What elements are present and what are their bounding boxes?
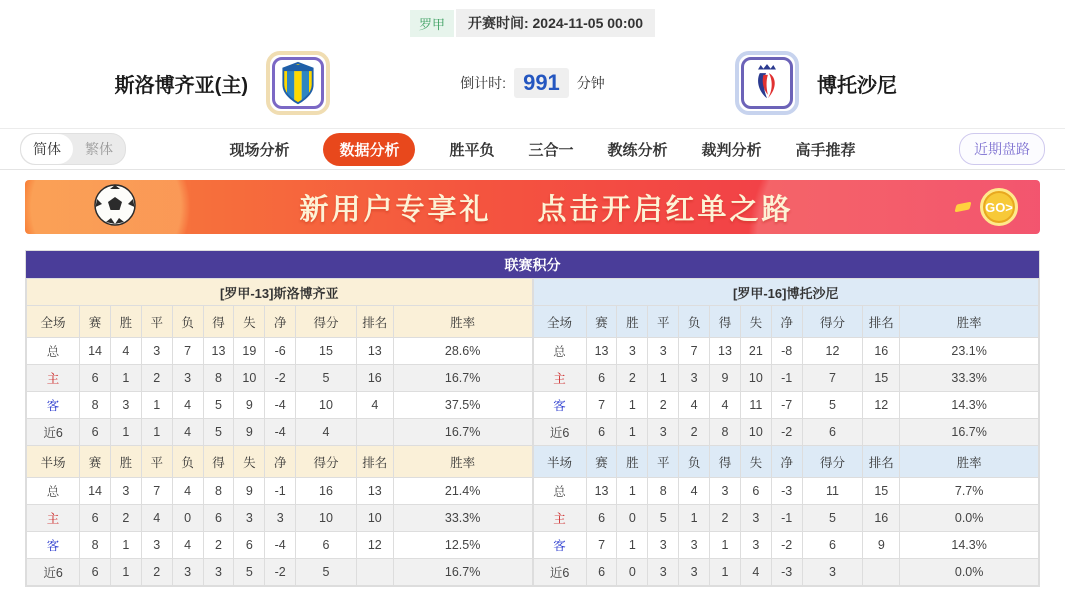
column-header: 排名 [863, 306, 900, 338]
stat-cell: 6 [80, 505, 111, 532]
column-header: 负 [679, 306, 710, 338]
stat-cell: -2 [265, 559, 296, 586]
stat-cell: 0.0% [900, 559, 1039, 586]
stat-cell: 5 [296, 365, 357, 392]
row-label: 近6 [27, 419, 80, 446]
stats-row [27, 532, 533, 559]
teams-row [0, 44, 1065, 122]
banner-text-right: 点击开启红单之路 [537, 193, 794, 226]
stat-cell: 14.3% [900, 392, 1039, 419]
stat-cell: 1 [679, 505, 710, 532]
stat-cell: 1 [141, 392, 172, 419]
stat-cell: 3 [172, 365, 203, 392]
stat-cell: 2 [617, 365, 648, 392]
stat-cell: 5 [802, 392, 863, 419]
lang-simplified-button[interactable]: 简体 [21, 134, 73, 164]
stat-cell: 6 [234, 532, 265, 559]
column-header: 胜 [617, 306, 648, 338]
stat-cell: 13 [586, 478, 617, 505]
column-header: 得 [203, 446, 234, 478]
stat-cell: 4 [172, 532, 203, 559]
column-header: 半场 [27, 446, 80, 478]
stat-cell: 14.3% [900, 532, 1039, 559]
language-toggle [20, 133, 126, 165]
team-header-row [27, 279, 533, 306]
stat-cell: 14 [80, 478, 111, 505]
column-header: 平 [648, 306, 679, 338]
stats-row [27, 419, 533, 446]
tab-4[interactable]: 教练分析 [607, 141, 668, 159]
stat-cell: 1 [617, 478, 648, 505]
stat-cell: 16.7% [393, 419, 532, 446]
stats-row [27, 338, 533, 365]
column-header: 平 [648, 446, 679, 478]
row-label: 近6 [27, 559, 80, 586]
stat-cell: 6 [586, 365, 617, 392]
stat-cell: -6 [265, 338, 296, 365]
stat-cell: -7 [771, 392, 802, 419]
stat-cell: 2 [110, 505, 141, 532]
column-header: 全场 [27, 306, 80, 338]
row-label: 主 [533, 505, 586, 532]
stat-cell: 4 [679, 392, 710, 419]
stat-cell: 7 [802, 365, 863, 392]
stat-cell: 33.3% [900, 365, 1039, 392]
column-header: 胜率 [393, 306, 532, 338]
stat-cell: 15 [863, 478, 900, 505]
stat-cell: 2 [203, 532, 234, 559]
stat-cell: 3 [740, 532, 771, 559]
stat-cell: 7 [172, 338, 203, 365]
stat-cell: 3 [141, 338, 172, 365]
team-header-row [533, 279, 1039, 306]
stats-row [27, 559, 533, 586]
home-team-logo-icon [266, 51, 330, 115]
stat-cell: 10 [234, 365, 265, 392]
stat-cell: 16.7% [900, 419, 1039, 446]
stat-cell: 21 [740, 338, 771, 365]
stat-cell: 1 [617, 532, 648, 559]
stat-cell: 2 [141, 559, 172, 586]
stat-cell: 1 [110, 559, 141, 586]
stat-cell: 4 [110, 338, 141, 365]
column-header: 净 [771, 446, 802, 478]
column-header: 负 [172, 446, 203, 478]
away-stats-table [533, 278, 1040, 586]
stat-cell: 16 [863, 505, 900, 532]
column-header: 净 [265, 306, 296, 338]
stat-cell: 6 [296, 532, 357, 559]
lang-traditional-button[interactable]: 繁体 [85, 141, 113, 157]
stat-cell: 3 [265, 505, 296, 532]
kickoff-value: 2024-11-05 00:00 [532, 15, 644, 31]
stat-cell: 1 [110, 419, 141, 446]
stat-cell: 6 [802, 532, 863, 559]
stat-cell: 3 [203, 559, 234, 586]
stat-cell: 14 [80, 338, 111, 365]
column-header: 胜 [110, 446, 141, 478]
stat-cell: 3 [740, 505, 771, 532]
row-label: 近6 [533, 559, 586, 586]
column-header: 胜 [617, 446, 648, 478]
kickoff-time [456, 9, 655, 37]
stat-cell: 1 [710, 532, 741, 559]
stat-cell: 4 [296, 419, 357, 446]
stat-cell: 13 [356, 338, 393, 365]
home-shield-icon [279, 61, 317, 105]
spark-icon [954, 202, 971, 213]
stat-cell: 10 [740, 365, 771, 392]
banner-text [137, 187, 956, 228]
stat-cell: -2 [265, 365, 296, 392]
away-crest-icon [749, 62, 785, 104]
stat-cell: 1 [110, 532, 141, 559]
column-header: 全场 [533, 306, 586, 338]
stat-cell: 7.7% [900, 478, 1039, 505]
tab-1[interactable]: 数据分析 [323, 133, 415, 166]
stat-cell: 4 [172, 478, 203, 505]
column-header: 赛 [80, 306, 111, 338]
team-header: [罗甲-13]斯洛博齐亚 [27, 279, 533, 306]
stat-cell [356, 559, 393, 586]
stat-cell: 3 [648, 559, 679, 586]
stat-cell: 16 [356, 365, 393, 392]
stat-cell: 3 [679, 559, 710, 586]
stat-cell: 1 [110, 365, 141, 392]
stat-cell: -1 [265, 478, 296, 505]
stat-cell: 11 [802, 478, 863, 505]
stat-cell: 1 [648, 365, 679, 392]
stats-row [27, 392, 533, 419]
stat-cell: -4 [265, 392, 296, 419]
soccer-ball-icon [93, 183, 137, 232]
stat-cell: 28.6% [393, 338, 532, 365]
row-label: 主 [27, 505, 80, 532]
stat-cell: 7 [586, 532, 617, 559]
column-header: 得 [710, 446, 741, 478]
column-header: 负 [172, 306, 203, 338]
nav-bar [0, 128, 1065, 170]
stat-cell: 7 [141, 478, 172, 505]
row-label: 总 [533, 338, 586, 365]
countdown [330, 68, 735, 98]
stat-cell: 4 [740, 559, 771, 586]
column-header: 排名 [356, 446, 393, 478]
stat-cell: 6 [586, 419, 617, 446]
stat-cell: 37.5% [393, 392, 532, 419]
stat-cell: -4 [265, 419, 296, 446]
stat-cell: 0 [617, 559, 648, 586]
away-team-name: 博托沙尼 [817, 74, 897, 97]
stat-cell: 7 [679, 338, 710, 365]
column-header: 胜率 [393, 446, 532, 478]
column-header: 净 [771, 306, 802, 338]
stat-cell: 0 [617, 505, 648, 532]
tab-3[interactable]: 三合一 [528, 141, 574, 159]
stat-cell: 3 [234, 505, 265, 532]
stat-cell: 6 [80, 559, 111, 586]
recent-trend-button[interactable]: 近期盘路 [959, 133, 1045, 165]
stat-cell: -2 [771, 532, 802, 559]
stat-cell: 10 [296, 505, 357, 532]
stat-cell: 6 [740, 478, 771, 505]
stat-cell: 2 [648, 392, 679, 419]
stat-cell: 2 [710, 505, 741, 532]
stat-cell: 16.7% [393, 559, 532, 586]
column-header: 失 [234, 446, 265, 478]
stat-cell: 4 [141, 505, 172, 532]
column-header: 平 [141, 306, 172, 338]
stat-cell: -1 [771, 365, 802, 392]
stat-cell: 11 [740, 392, 771, 419]
stat-cell: 12 [802, 338, 863, 365]
stat-cell: 0 [172, 505, 203, 532]
stat-cell: 13 [586, 338, 617, 365]
column-header: 得 [203, 306, 234, 338]
stat-cell: 10 [356, 505, 393, 532]
column-header: 排名 [863, 446, 900, 478]
stat-cell: 6 [586, 505, 617, 532]
stat-cell: 3 [648, 532, 679, 559]
home-team-name: 斯洛博齐亚(主) [114, 74, 248, 97]
stats-row [533, 392, 1039, 419]
column-header: 赛 [80, 446, 111, 478]
stat-cell: -4 [265, 532, 296, 559]
stat-cell: 16 [296, 478, 357, 505]
stats-row [533, 532, 1039, 559]
stat-cell: 1 [141, 419, 172, 446]
stat-cell: 4 [356, 392, 393, 419]
away-team [735, 51, 1065, 115]
stat-cell: 4 [679, 478, 710, 505]
stat-cell: 4 [172, 419, 203, 446]
row-label: 近6 [533, 419, 586, 446]
stat-cell: -8 [771, 338, 802, 365]
stat-cell: 6 [802, 419, 863, 446]
table-title: 联赛积分 [26, 251, 1039, 278]
column-header: 排名 [356, 306, 393, 338]
tab-6[interactable]: 高手推荐 [795, 141, 856, 159]
stat-cell: 1 [710, 559, 741, 586]
stat-cell: 5 [203, 392, 234, 419]
column-header: 胜率 [900, 446, 1039, 478]
stat-cell: 3 [710, 478, 741, 505]
stat-cell: 3 [110, 392, 141, 419]
stat-cell: 12 [863, 392, 900, 419]
column-header: 得 [710, 306, 741, 338]
stat-cell: 23.1% [900, 338, 1039, 365]
stat-cell [356, 419, 393, 446]
stat-cell: 10 [296, 392, 357, 419]
stat-cell: 33.3% [393, 505, 532, 532]
stat-cell: 12.5% [393, 532, 532, 559]
row-label: 客 [27, 392, 80, 419]
stat-cell: 8 [648, 478, 679, 505]
column-header: 净 [265, 446, 296, 478]
match-info-bar [0, 10, 1065, 36]
stat-cell: 1 [617, 392, 648, 419]
stat-cell: 3 [648, 338, 679, 365]
row-label: 总 [27, 338, 80, 365]
stat-cell: -1 [771, 505, 802, 532]
stats-row [533, 365, 1039, 392]
stat-cell: 9 [710, 365, 741, 392]
column-header: 得分 [802, 446, 863, 478]
stat-cell: 9 [234, 392, 265, 419]
away-team-logo-icon [735, 51, 799, 115]
stat-cell: 5 [296, 559, 357, 586]
column-header-row [533, 306, 1039, 338]
stat-cell: 4 [710, 392, 741, 419]
column-header: 失 [740, 446, 771, 478]
stat-cell: 3 [679, 532, 710, 559]
stat-cell: 12 [356, 532, 393, 559]
stat-cell: 6 [203, 505, 234, 532]
stat-cell: 15 [296, 338, 357, 365]
stats-row [27, 505, 533, 532]
stat-cell: 2 [141, 365, 172, 392]
stat-cell: 3 [802, 559, 863, 586]
stats-row [533, 559, 1039, 586]
stat-cell: 9 [863, 532, 900, 559]
stat-cell: 19 [234, 338, 265, 365]
column-header: 赛 [586, 306, 617, 338]
stat-cell: 3 [648, 419, 679, 446]
stat-cell: 6 [586, 559, 617, 586]
stat-cell: 0.0% [900, 505, 1039, 532]
column-header: 得分 [802, 306, 863, 338]
stat-cell: 7 [586, 392, 617, 419]
column-header: 负 [679, 446, 710, 478]
column-header: 得分 [296, 446, 357, 478]
column-header-row [27, 446, 533, 478]
stat-cell: 21.4% [393, 478, 532, 505]
stats-row [533, 419, 1039, 446]
column-header: 失 [740, 306, 771, 338]
stat-cell: 3 [110, 478, 141, 505]
column-header: 失 [234, 306, 265, 338]
tab-5[interactable]: 裁判分析 [701, 141, 762, 159]
stats-row [27, 365, 533, 392]
countdown-value: 991 [514, 68, 569, 98]
league-points-table [25, 250, 1040, 587]
stats-row [533, 505, 1039, 532]
column-header: 平 [141, 446, 172, 478]
row-label: 主 [533, 365, 586, 392]
stat-cell: 10 [740, 419, 771, 446]
stat-cell: 1 [617, 419, 648, 446]
stat-cell: 8 [710, 419, 741, 446]
stat-cell: 9 [234, 419, 265, 446]
kickoff-label: 开赛时间: [467, 15, 529, 31]
stat-cell: -3 [771, 478, 802, 505]
column-header: 胜 [110, 306, 141, 338]
stat-cell: 3 [141, 532, 172, 559]
stat-cell: 3 [172, 559, 203, 586]
stats-row [27, 478, 533, 505]
team-header: [罗甲-16]博托沙尼 [533, 279, 1039, 306]
row-label: 客 [533, 532, 586, 559]
stat-cell: 5 [802, 505, 863, 532]
row-label: 客 [533, 392, 586, 419]
stat-cell: 8 [80, 392, 111, 419]
stat-cell: 3 [679, 365, 710, 392]
tab-2[interactable]: 胜平负 [449, 141, 495, 159]
go-button[interactable]: GO> [980, 188, 1018, 226]
stat-cell: 2 [679, 419, 710, 446]
stats-row [533, 478, 1039, 505]
home-team [0, 51, 330, 115]
stat-cell: 6 [80, 419, 111, 446]
stat-cell: -3 [771, 559, 802, 586]
column-header: 得分 [296, 306, 357, 338]
stat-cell [863, 559, 900, 586]
stat-cell: -2 [771, 419, 802, 446]
row-label: 总 [27, 478, 80, 505]
stat-cell: 5 [203, 419, 234, 446]
stat-cell: 8 [203, 478, 234, 505]
stat-cell: 8 [80, 532, 111, 559]
stat-cell [863, 419, 900, 446]
stat-cell: 13 [710, 338, 741, 365]
stat-cell: 3 [617, 338, 648, 365]
stat-cell: 13 [356, 478, 393, 505]
countdown-label: 倒计时: [460, 75, 507, 91]
stat-cell: 5 [234, 559, 265, 586]
row-label: 总 [533, 478, 586, 505]
banner-text-left: 新用户专享礼 [299, 193, 492, 226]
column-header: 赛 [586, 446, 617, 478]
column-header-row [533, 446, 1039, 478]
column-header-row [27, 306, 533, 338]
stat-cell: 6 [80, 365, 111, 392]
countdown-unit: 分钟 [576, 75, 605, 91]
stat-cell: 8 [203, 365, 234, 392]
stat-cell: 15 [863, 365, 900, 392]
league-badge[interactable]: 罗甲 [410, 10, 454, 37]
stats-row [533, 338, 1039, 365]
stat-cell: 16.7% [393, 365, 532, 392]
row-label: 客 [27, 532, 80, 559]
stat-cell: 4 [172, 392, 203, 419]
column-header: 胜率 [900, 306, 1039, 338]
stat-cell: 5 [648, 505, 679, 532]
row-label: 主 [27, 365, 80, 392]
nav-tabs [126, 133, 959, 166]
stat-cell: 9 [234, 478, 265, 505]
tab-0[interactable]: 现场分析 [229, 141, 290, 159]
home-stats-table [26, 278, 533, 586]
stat-cell: 13 [203, 338, 234, 365]
promo-banner[interactable] [25, 180, 1040, 234]
stat-cell: 16 [863, 338, 900, 365]
column-header: 半场 [533, 446, 586, 478]
